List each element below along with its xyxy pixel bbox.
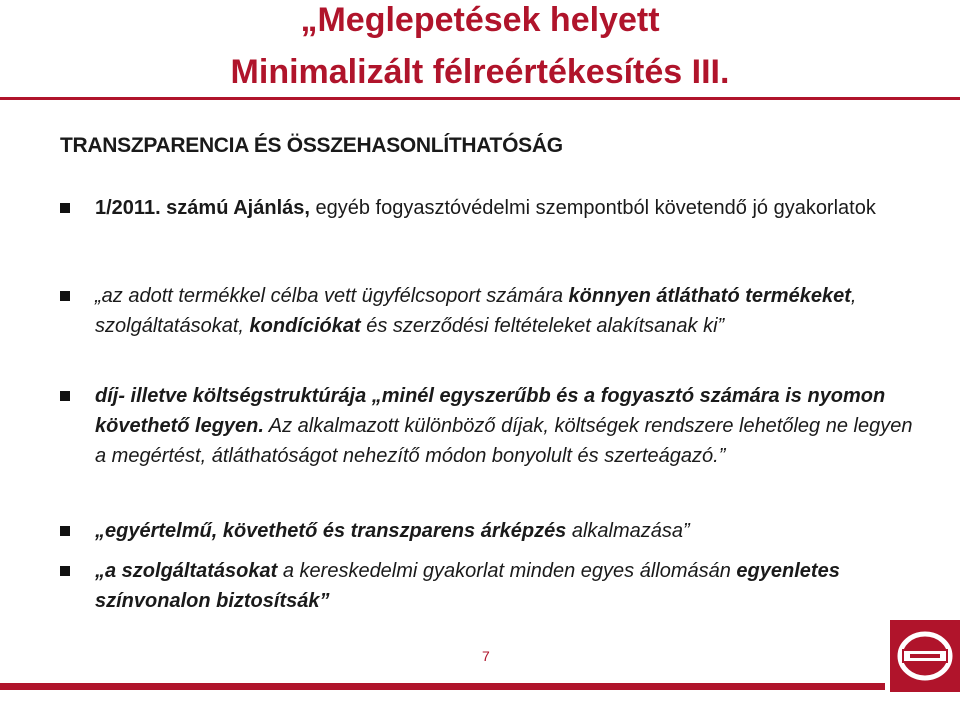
list-item <box>95 281 925 341</box>
list-item <box>95 556 925 616</box>
header-divider <box>0 97 960 100</box>
bullet-4-text: alkalmazása” <box>566 520 690 542</box>
bullet-1-rest: egyéb fogyasztóvédelmi szempontból követendő jó gyakorlatok <box>309 197 876 219</box>
bullet-3-bold: díj- illetve költségstruktúrája „minél egyszerűbb és a fogyasztó számára is nyomon követhető legyen. <box>95 385 886 437</box>
bullet-2-text-1: „az adott termékkel célba vett ügyfélcsoport számára <box>95 285 569 307</box>
bullet-square-icon <box>60 566 70 576</box>
list-item <box>95 193 925 223</box>
list-item <box>95 381 925 471</box>
title-line-2: Minimalizált félreértékesítés III. <box>230 53 730 91</box>
footer-divider <box>0 683 885 690</box>
bullet-5-text: a kereskedelmi gyakorlat minden egyes állomásán <box>277 560 737 582</box>
page-number: 7 <box>482 648 490 664</box>
section-heading: TRANSZPARENCIA ÉS ÖSSZEHASONLÍTHATÓSÁG <box>60 134 563 157</box>
bullet-2-bold-2: kondíciókat <box>249 315 361 337</box>
bullet-square-icon <box>60 391 70 401</box>
list-item <box>95 516 925 546</box>
bullet-square-icon <box>60 291 70 301</box>
bank-logo-icon <box>890 620 960 692</box>
bullet-2-text-2: , szolgáltatásokat, <box>95 285 857 337</box>
bullet-1-lead: 1/2011. számú Ajánlás, <box>95 197 310 219</box>
bullet-2-bold-1: könnyen átlátható termékeket <box>568 285 851 307</box>
bullet-square-icon <box>60 203 70 213</box>
bullet-3-text: Az alkalmazott különböző díjak, költségek rendszere lehetőleg ne legyen a megértést, átláthatóságot nehezítő módon bonyolult és szerteágazó.” <box>95 415 913 467</box>
bullet-5-bold-1: „a szolgáltatásokat <box>95 560 278 582</box>
bullet-4-bold: „egyértelmű, követhető és transzparens árképzés <box>95 520 567 542</box>
bullet-square-icon <box>60 526 70 536</box>
bullet-5-bold-2: egyenletes színvonalon biztosítsák” <box>95 560 840 612</box>
title-line-1: „Meglepetések helyett <box>300 1 660 39</box>
bullet-2-text-3: és szerződési feltételeket alakítsanak ki” <box>360 315 725 337</box>
